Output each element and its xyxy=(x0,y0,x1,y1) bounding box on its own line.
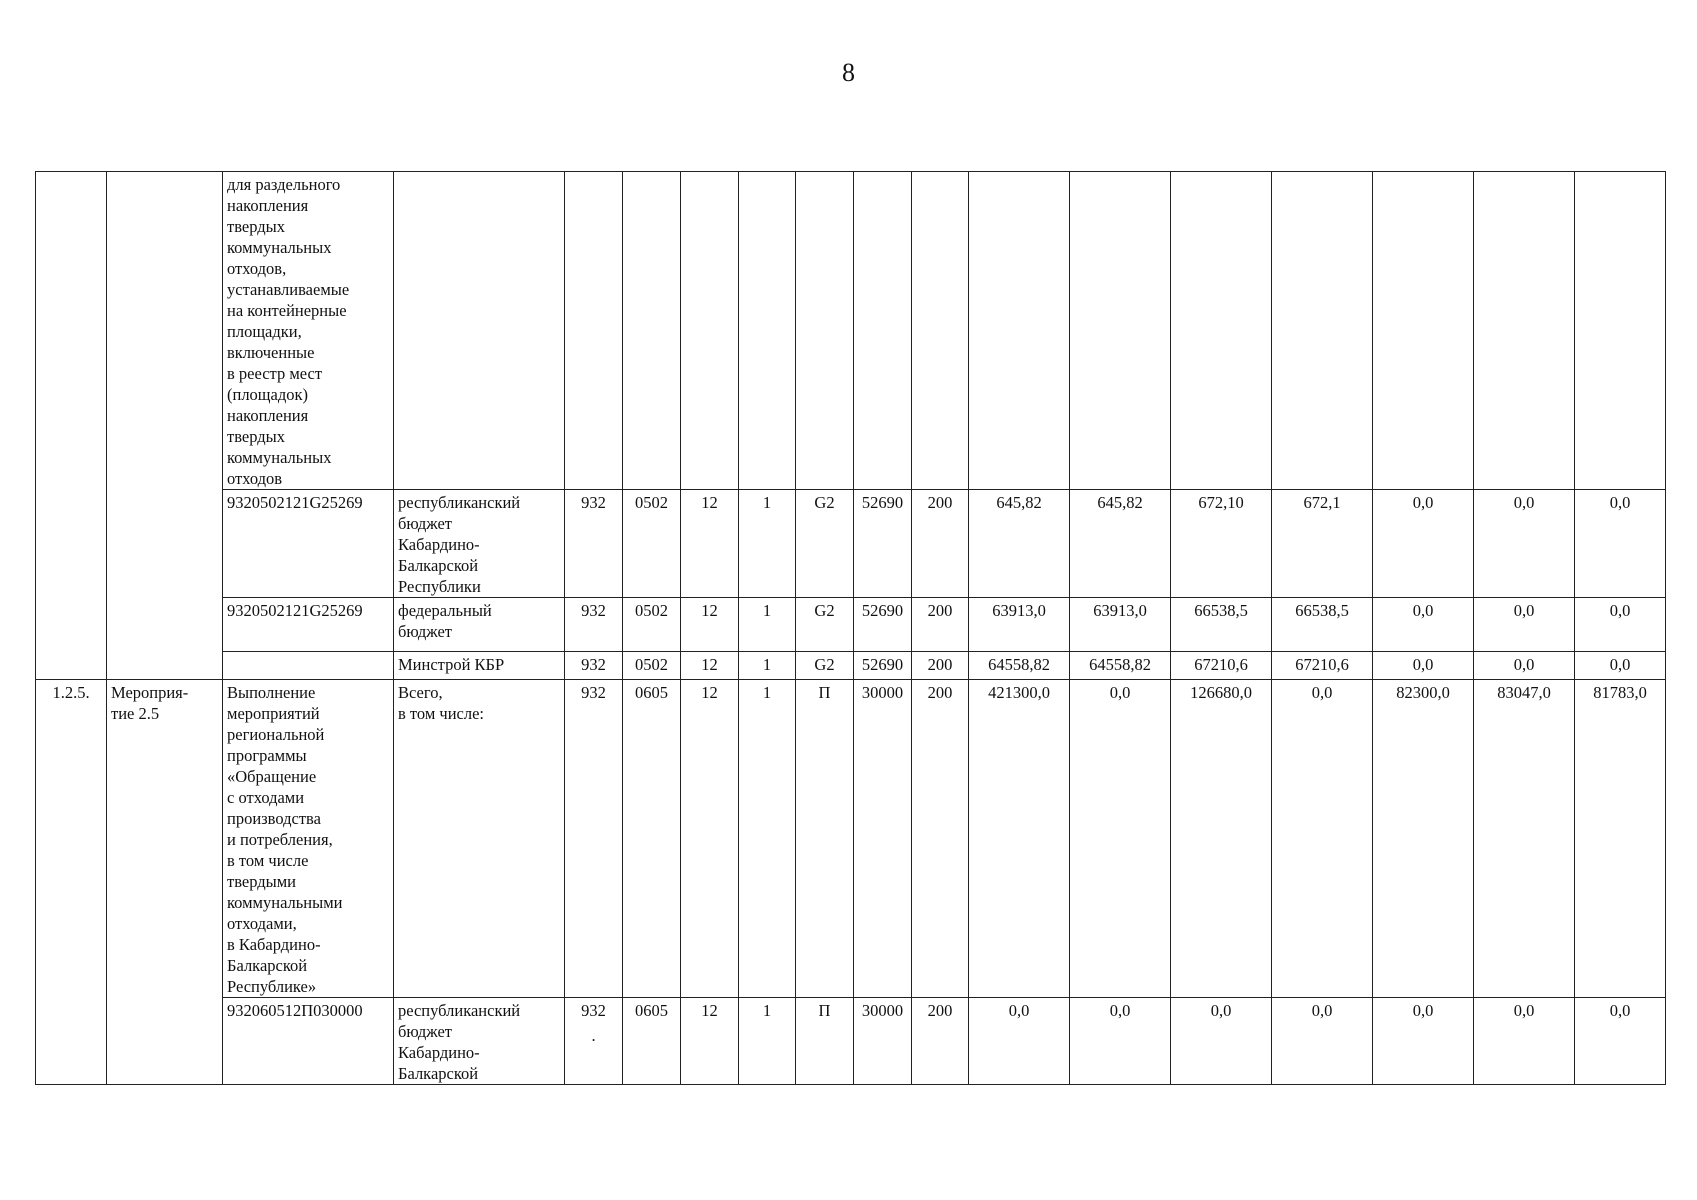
cs-subprogram-cell: 1 xyxy=(739,490,796,598)
cs-project-cell: П xyxy=(796,680,854,998)
value-cell: 67210,6 xyxy=(1171,652,1272,680)
value-cell: 0,0 xyxy=(1575,598,1666,652)
value-cell: 0,0 xyxy=(1474,490,1575,598)
value-cell: 66538,5 xyxy=(1171,598,1272,652)
value-cell: 64558,82 xyxy=(1070,652,1171,680)
cs-project-cell: G2 xyxy=(796,598,854,652)
funding-source-cell: республиканский бюджет Кабардино- Балкарской xyxy=(394,998,565,1085)
budget-code-cell: 9320502121G25269 xyxy=(223,598,394,652)
table-row xyxy=(36,490,1666,598)
vr-cell: 200 xyxy=(912,598,969,652)
cs-program-cell: 12 xyxy=(681,598,739,652)
table-row xyxy=(36,998,1666,1085)
cs-program-cell: 12 xyxy=(681,490,739,598)
status-cell: Мероприя- тие 2.5 xyxy=(107,680,223,1085)
page-number: 8 xyxy=(842,58,855,87)
cs-project-cell: G2 xyxy=(796,490,854,598)
value-cell: 67210,6 xyxy=(1272,652,1373,680)
funding-source-cell: федеральный бюджет xyxy=(394,598,565,652)
vr-cell: 200 xyxy=(912,652,969,680)
value-cell: 63913,0 xyxy=(1070,598,1171,652)
status-cell xyxy=(107,172,223,680)
vr-cell: 200 xyxy=(912,680,969,998)
grbs-cell: 932 xyxy=(565,490,623,598)
value-cell: 82300,0 xyxy=(1373,680,1474,998)
cs-subprogram-cell: 1 xyxy=(739,598,796,652)
value-cell: 81783,0 xyxy=(1575,680,1666,998)
table-row xyxy=(36,172,1666,490)
cs-project-cell: G2 xyxy=(796,652,854,680)
row-number-cell: 1.2.5. xyxy=(36,680,107,1085)
value-cell: 66538,5 xyxy=(1272,598,1373,652)
grbs-cell: 932 xyxy=(565,598,623,652)
vr-cell: 200 xyxy=(912,998,969,1085)
cs-direction-cell: 52690 xyxy=(854,490,912,598)
cs-project-cell: П xyxy=(796,998,854,1085)
value-cell: 645,82 xyxy=(1070,490,1171,598)
cs-subprogram-cell: 1 xyxy=(739,652,796,680)
value-cell: 0,0 xyxy=(1373,598,1474,652)
cs-direction-cell: 30000 xyxy=(854,680,912,998)
cs-direction-cell: 30000 xyxy=(854,998,912,1085)
table-row xyxy=(36,598,1666,652)
value-cell: 0,0 xyxy=(1575,490,1666,598)
value-cell: 63913,0 xyxy=(969,598,1070,652)
value-cell: 645,82 xyxy=(969,490,1070,598)
funding-source-cell: республиканский бюджет Кабардино- Балкарской Республики xyxy=(394,490,565,598)
cs-program-cell: 12 xyxy=(681,652,739,680)
value-cell: 0,0 xyxy=(1070,680,1171,998)
value-cell: 0,0 xyxy=(969,998,1070,1085)
rzpr-cell: 0605 xyxy=(623,998,681,1085)
funding-source-cell: Минстрой КБР xyxy=(394,652,565,680)
budget-table xyxy=(35,171,1666,1085)
measure-name-cell: для раздельного накопления твердых коммунальных отходов, устанавливаемые на контейнерные площадки, включенные в реестр мест (площадок) накопления твердых коммунальных отходов xyxy=(223,172,394,490)
rzpr-cell: 0605 xyxy=(623,680,681,998)
grbs-cell: 932 xyxy=(565,652,623,680)
table-row xyxy=(36,680,1666,998)
table-row xyxy=(36,652,1666,680)
value-cell: 126680,0 xyxy=(1171,680,1272,998)
budget-code-cell: 9320502121G25269 xyxy=(223,490,394,598)
cs-program-cell: 12 xyxy=(681,998,739,1085)
value-cell: 0,0 xyxy=(1373,998,1474,1085)
budget-code-cell xyxy=(223,652,394,680)
cs-subprogram-cell: 1 xyxy=(739,998,796,1085)
value-cell: 0,0 xyxy=(1474,598,1575,652)
grbs-cell xyxy=(565,998,623,1085)
cs-direction-cell: 52690 xyxy=(854,652,912,680)
value-cell: 0,0 xyxy=(1373,490,1474,598)
value-cell: 421300,0 xyxy=(969,680,1070,998)
value-cell: 0,0 xyxy=(1171,998,1272,1085)
value-cell: 672,1 xyxy=(1272,490,1373,598)
value-cell: 672,10 xyxy=(1171,490,1272,598)
measure-name-cell: Выполнение мероприятий региональной программы «Обращение с отходами производства и потребления, в том числе твердыми коммунальными отходами, в Кабардино- Балкарской Республике» xyxy=(223,680,394,998)
cs-subprogram-cell: 1 xyxy=(739,680,796,998)
value-cell: 0,0 xyxy=(1373,652,1474,680)
rzpr-cell: 0502 xyxy=(623,598,681,652)
value-cell: 83047,0 xyxy=(1474,680,1575,998)
grbs-cell: 932 xyxy=(565,680,623,998)
rzpr-cell: 0502 xyxy=(623,652,681,680)
value-cell: 0,0 xyxy=(1272,680,1373,998)
row-number-cell xyxy=(36,172,107,680)
budget-code-cell: 932060512П030000 xyxy=(223,998,394,1085)
value-cell: 0,0 xyxy=(1070,998,1171,1085)
rzpr-cell: 0502 xyxy=(623,490,681,598)
value-cell: 0,0 xyxy=(1474,998,1575,1085)
value-cell: 64558,82 xyxy=(969,652,1070,680)
grbs-value: 932 xyxy=(581,1001,606,1020)
funding-source-cell: Всего, в том числе: xyxy=(394,680,565,998)
value-cell: 0,0 xyxy=(1575,652,1666,680)
cs-program-cell: 12 xyxy=(681,680,739,998)
cs-direction-cell: 52690 xyxy=(854,598,912,652)
value-cell: 0,0 xyxy=(1474,652,1575,680)
value-cell: 0,0 xyxy=(1272,998,1373,1085)
vr-cell: 200 xyxy=(912,490,969,598)
value-cell: 0,0 xyxy=(1575,998,1666,1085)
grbs-mark: . xyxy=(591,1026,596,1045)
